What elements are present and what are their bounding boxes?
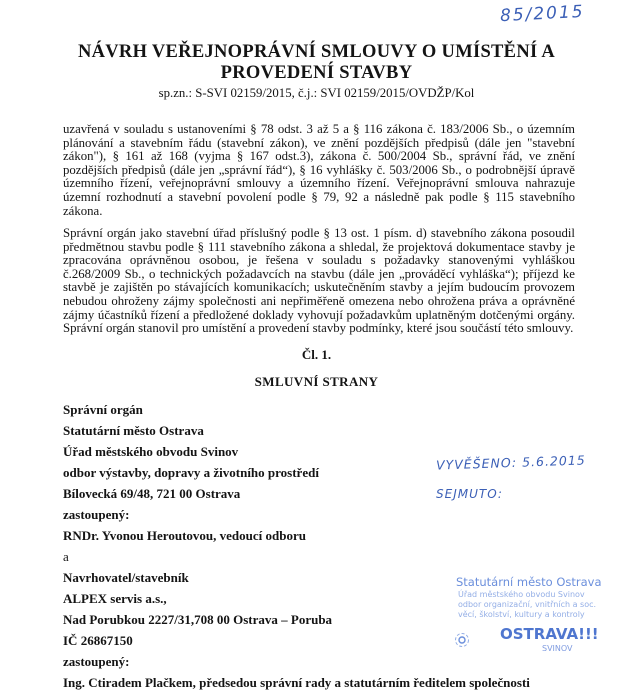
stamp-brand: OSTRAVA!!! (500, 625, 599, 643)
stamp-line-2: Úřad městského obvodu Svinov (458, 590, 585, 599)
represented-label-2: zastoupený: (63, 654, 130, 669)
authority-city: Statutární město Ostrava (63, 423, 204, 438)
article-title: SMLUVNÍ STRANY (254, 374, 379, 389)
stamp-line-1: Statutární město Ostrava (456, 575, 602, 589)
authority-address: Bílovecká 69/48, 721 00 Ostrava (63, 486, 241, 501)
posted-handwritten-note: VYVĚŠENO: 5.6.2015 (435, 452, 586, 473)
stamp-district: SVINOV (542, 644, 573, 653)
authority-label: Správní orgán (63, 402, 143, 417)
ostrava-logo-icon (452, 627, 492, 653)
office-stamp (444, 571, 614, 663)
handwritten-reference-number: 85/2015 (499, 1, 586, 27)
authority-office: Úřad městského obvodu Svinov (63, 444, 239, 459)
title-line-1: NÁVRH VEŘEJNOPRÁVNÍ SMLOUVY O UMÍSTĚNÍ A (77, 42, 556, 62)
applicant-label: Navrhovatel/stavebník (63, 570, 189, 585)
applicant-representative: Ing. Ctiradem Plačkem, předsedou správní rady a statutárním ředitelem společnosti (63, 675, 530, 690)
applicant-name: ALPEX servis a.s., (63, 591, 167, 606)
authority-department: odbor výstavby, dopravy a životního prostředí (63, 465, 319, 480)
authority-representative: RNDr. Yvonou Heroutovou, vedoucí odboru (63, 528, 306, 543)
applicant-ic: IČ 26867150 (63, 633, 133, 648)
applicant-address: Nad Porubkou 2227/31,708 00 Ostrava – Poruba (63, 612, 333, 627)
assessment-paragraph: Správní orgán jako stavební úřad příslušný podle § 13 ost. 1 písm. d) stavebního zákona posoudil předmětnou stavbu podle § 111 stavebního zákona a shledal, že projektová dokumentace stavby je zpracována oprávněnou osobou, je řešena v souladu s požadavky stanovenými vyhláškou č.268/2009 Sb., o technických požadavcích na stavbu (dále jen „prováděcí vyhláška“); příjezd ke stavbě je zajištěn po stávajících komunikacích; uskutečněním stavby a jejím budoucím provozem nebudou ohroženy zájmy společnosti ani nepřiměřeně omezena nebo ohrožena práva a oprávněné zájmy účastníků řízení a předložené doklady vyhovují požadavkům uplatněným dotčenými orgány. Správní orgán stanovil pro umístění a provedení stavby podmínky, které jsou součástí této smlouvy. (63, 226, 575, 336)
document-title (0, 42, 633, 84)
conjunction: a (63, 549, 69, 564)
article-number: Čl. 1. (301, 347, 332, 362)
file-reference-line: sp.zn.: S-SVI 02159/2015, č.j.: SVI 02159/2015/OVDŽP/Kol (158, 86, 475, 100)
represented-label-1: zastoupený: (63, 507, 130, 522)
removed-handwritten-note: SEJMUTO: (436, 487, 503, 501)
stamp-line-3: odbor organizační, vnitřních a soc. (458, 600, 597, 609)
title-line-2: PROVEDENÍ STAVBY (220, 63, 413, 83)
stamp-line-4: věcí, školství, kultury a kontroly (458, 610, 585, 619)
intro-paragraph: uzavřená v souladu s ustanoveními § 78 odst. 3 až 5 a § 116 zákona č. 183/2006 Sb., o územním plánování a stavebním řádu (stavební zákon), ve znění pozdějších předpisů (dále jen "stavební zákon"), § 161 až 168 (vyjma § 167 odst.3), zákona č. 500/2004 Sb., správní řád, ve znění pozdějších předpisů (dále jen „správní řád“), § 16 vyhlášky č. 503/2006 Sb., o podrobnější úpravě územního řízení, veřejnoprávní smlouvy a územního řízení. Veřejnoprávní smlouva nahrazuje územní rozhodnutí a stavební povolení podle § 79, 92 a následně pak podle § 115 stavebního zákona. (63, 122, 575, 218)
